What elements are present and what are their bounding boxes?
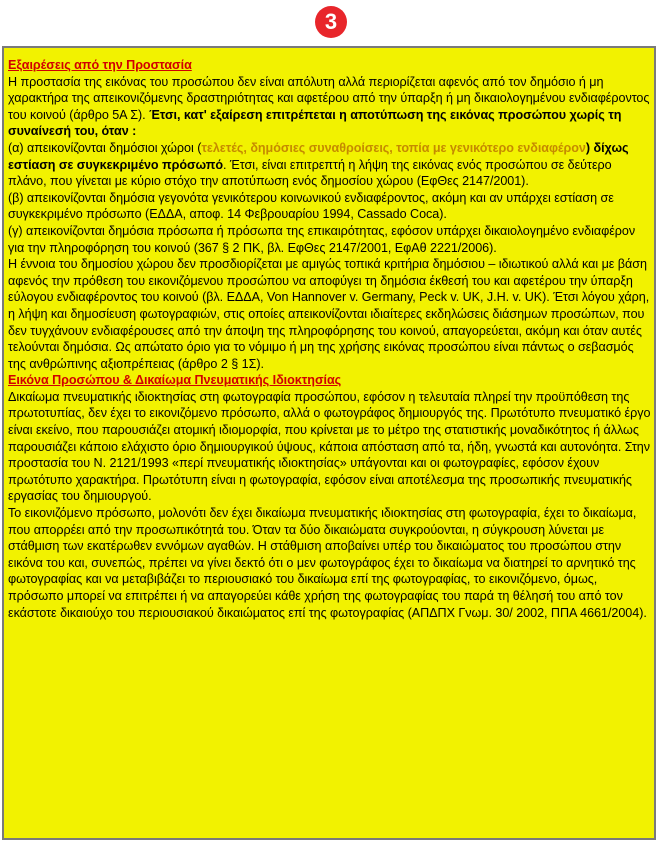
intro-bold-text: Έτσι, κατ' εξαίρεση επιτρέπεται η αποτύπωση της εικόνας προσώπου χωρίς τη συναίνεσή του, όταν : <box>8 107 622 139</box>
item-a-highlight: τελετές, δημόσιες συναθροίσεις, τοπία με γενικότερο ενδιαφέρον <box>201 140 586 155</box>
section-heading-exceptions: Εξαιρέσεις από την Προστασία <box>8 58 192 72</box>
paragraph-item-a <box>8 140 651 190</box>
section-number-badge: 3 <box>315 6 347 38</box>
paragraph-intro <box>8 74 651 140</box>
paragraph-public-space: Η έννοια του δημοσίου χώρου δεν προσδιορίζεται με αμιγώς τοπικά κριτήρια δημόσιου – ιδιωτικού αλλά και με βάση αφενός την πρόθεση του εικονιζόμενου προσώπου να αποφύγει τη δημόσια έκθεσή του και αφετέρου την ύπαρξη εύλογου ενδιαφέροντος του κοινού (βλ. ΕΔΔΑ, Von Hannover v. Germany, Peck v. UK, J.H. v. UK). Έτσι λόγου χάρη, η λήψη και δημοσίευση φωτογραφιών, στις οποίες απεικονίζονται ιδιαίτερες εκδηλώσεις διάσημων προσώπων, που δεν τυγχάνουν ενδιαφέρουσες από την άποψη της πληροφόρησης του κοινού, απαγορεύεται, ακόμη και όταν αυτές τελούνται δημόσια. Ως απώτατο όριο για το νόμιμο ή μη της χρήσης εικόνας προσώπου είναι πάντως ο σεβασμός της ανθρώπινης αξιοπρέπειας (άρθρο 2 § 1Σ). <box>8 257 650 371</box>
intro-text: Η προστασία της εικόνας του προσώπου δεν είναι απόλυτη αλλά περιορίζεται αφενός από τον δημόσιο ή μη χαρακτήρα της απεικονιζόμενης δραστηριότητας και αφετέρου από την ύπαρξη ή μη δικαιολογημένου ενδιαφέροντος του κοινού (άρθρο 5Α Σ). <box>8 74 650 122</box>
paragraph-item-b: (β) απεικονίζονται δημόσια γεγονότα γενικότερου κοινωνικού ενδιαφέροντος, ακόμη και αν υπάρχει εστίαση σε συγκεκριμένο πρόσωπο (ΕΔΔΑ, αποφ. 14 Φεβρουαρίου 1994, Cassado Coca). <box>8 190 614 222</box>
item-a-bold: ) δίχως εστίαση σε συγκεκριμένο πρόσωπό <box>8 140 629 172</box>
section-heading-copyright: Εικόνα Προσώπου & Δικαίωμα Πνευματικής Ιδιοκτησίας <box>8 373 342 388</box>
item-a-end: . Έτσι, είναι επιτρεπτή η λήψη της εικόνας ενός προσώπου σε δεύτερο πλάνο, που γίνεται με κύριο στόχο την αποτύπωση ενός δημοσίου χώρου (ΕφΘες 2147/2001). <box>8 157 612 189</box>
item-a-start: (α) απεικονίζονται δημόσιοι χώροι ( <box>8 140 202 155</box>
paragraph-item-c: (γ) απεικονίζονται δημόσια πρόσωπα ή πρόσωπα της επικαιρότητας, εφόσον υπάρχει δικαιολογημένο ενδιαφέρον για την πληροφόρηση του κοινού (367 § 2 ΠΚ, βλ. ΕφΘες 2147/2001, ΕφΑθ 2221/2006). <box>8 223 636 255</box>
content-box <box>2 46 656 840</box>
paragraph-copyright-2: Το εικονιζόμενο πρόσωπο, μολονότι δεν έχει δικαίωμα πνευματικής ιδιοκτησίας στη φωτογραφία, έχει το δικαίωμα, που απορρέει από την προσωπικότητά του. Όταν τα δύο δικαιώματα συγκρούονται, η σύγκρουση λύνεται με στάθμιση των εκατέρωθεν εννόμων αγαθών. Η στάθμιση αποβαίνει υπέρ του δικαιώματος του προσώπου στην εικόνα του και, συνεπώς, πρέπει να γίνει δεκτό ότι ο μεν φωτογράφος έχει το δικαίωμα να διατηρεί το αρνητικό της φωτογραφίας και να μεταβιβάζει το περιουσιακό του δικαίωμα επί της φωτογραφίας, το εικονιζόμενο, όμως, πρόσωπο μπορεί να επιτρέπει ή να απαγορεύει κάθε χρήση της φωτογραφίας του παρά τη θέλησή του από τον εκάστοτε δικαιούχο του περιουσιακού δικαιώματος επί της φωτογραφίας (ΑΠΔΠΧ Γνωμ. 30/ 2002, ΠΠΑ 4661/2004). <box>8 506 647 620</box>
paragraph-copyright-1: Δικαίωμα πνευματικής ιδιοκτησίας στη φωτογραφία προσώπου, εφόσον η τελευταία πληρεί την προϋπόθεση της πρωτοτυπίας, δεν έχει το εικονιζόμενο πρόσωπο, αλλά ο φωτογράφος δημιουργός της. Πρωτότυπο πνευματικό έργο είναι εκείνο, που παρουσιάζει ατομική ιδιομορφία, που κρίνεται με το μέτρο της στατιστικής μοναδικότητος ή άλλως παρουσιάζει κάποιο ελάχιστο όριο δημιουργικού ύψους, κάποια απόσταση από τα, ήδη, γνωστά και αυτονόητα. Στην προστασία του Ν. 2121/1993 «περί πνευματικής ιδιοκτησίας» υπάγονται και οι φωτογραφίες, εφόσον έχουν πρωτότυπο χαρακτήρα. Πρωτότυπη είναι η φωτογραφία, εφόσον είναι αποτέλεσμα της προσωπικής πνευματικής εργασίας του δημιουργού. <box>8 389 651 504</box>
